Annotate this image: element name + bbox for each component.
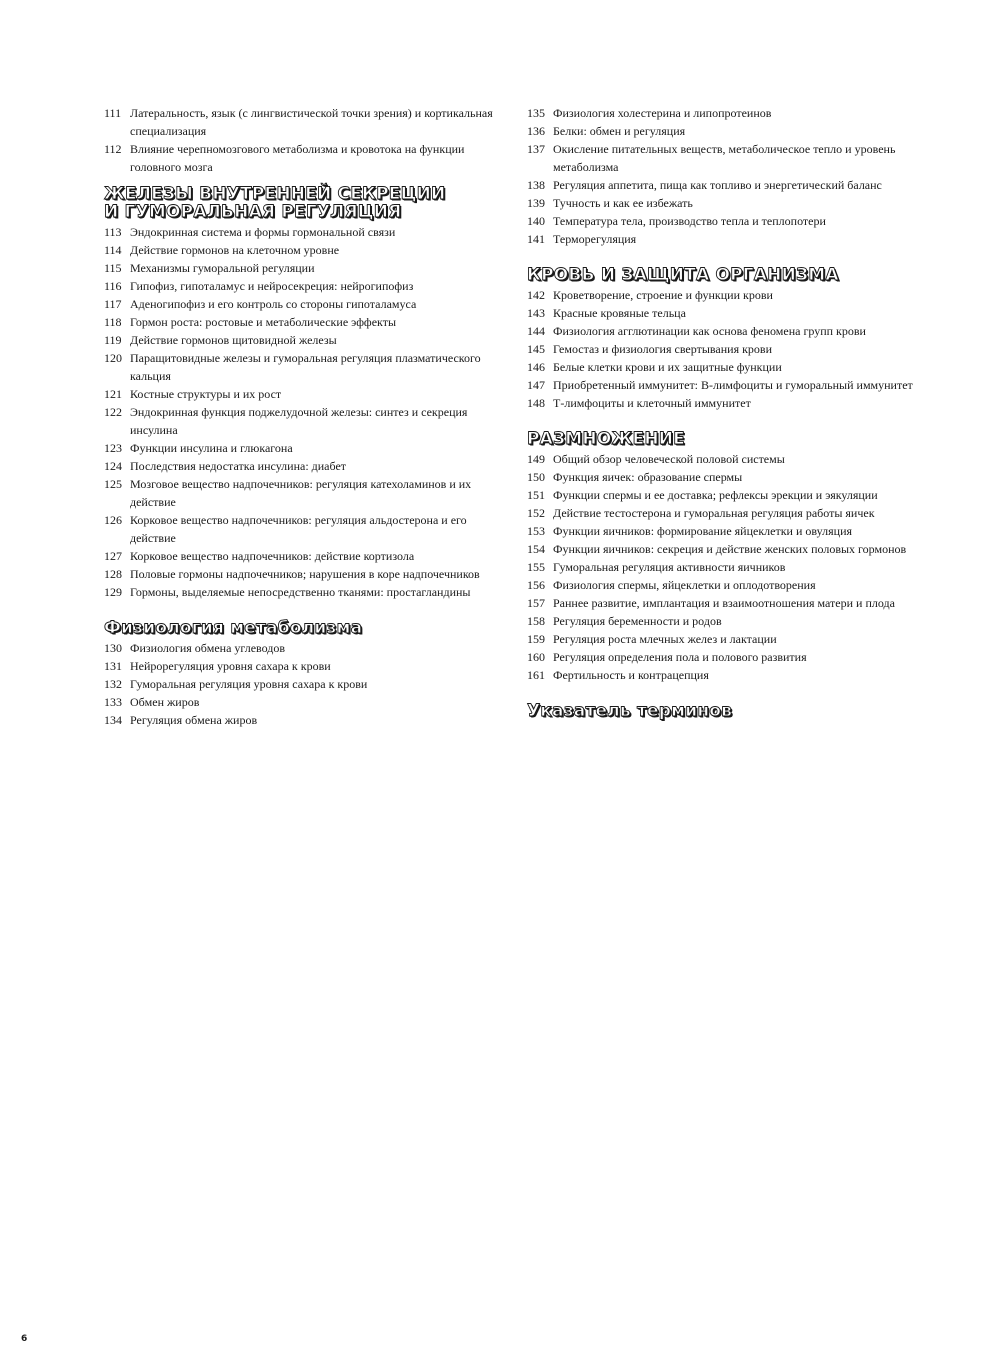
toc-entry[interactable] (104, 349, 509, 385)
toc-entry-title: Паращитовидные железы и гуморальная регуляция плазматического кальция (130, 351, 481, 383)
toc-entry[interactable] (104, 475, 509, 511)
toc-entry-title: Эндокринная функция поджелудочной железы: синтез и секреция инсулина (130, 405, 468, 437)
toc-entry-number: 141 (527, 232, 545, 246)
toc-entry-number: 115 (104, 261, 122, 275)
toc-entry-title: Гормон роста: ростовые и метаболические эффекты (130, 315, 397, 329)
toc-entry[interactable] (104, 313, 509, 331)
toc-list (527, 450, 927, 684)
toc-entry-number: 157 (527, 596, 545, 610)
toc-entry-number: 129 (104, 585, 122, 599)
toc-entry-number: 138 (527, 178, 545, 192)
toc-entry[interactable] (104, 259, 509, 277)
toc-entry-number: 122 (104, 405, 122, 419)
toc-entry-title: Приобретенный иммунитет: В-лимфоциты и гуморальный иммунитет (553, 378, 913, 392)
toc-entry[interactable] (104, 547, 509, 565)
toc-entry-number: 142 (527, 288, 545, 302)
toc-entry-number: 128 (104, 567, 122, 581)
toc-entry[interactable] (104, 657, 509, 675)
toc-entry-title: Регуляция беременности и родов (553, 614, 722, 628)
toc-entry-number: 118 (104, 315, 122, 329)
toc-entry-title: Регуляция определения пола и полового развития (553, 650, 807, 664)
toc-entry[interactable] (527, 648, 927, 666)
toc-entry-title: Действие гормонов на клеточном уровне (130, 243, 340, 257)
toc-entry[interactable] (104, 711, 509, 729)
toc-entry[interactable] (527, 612, 927, 630)
toc-entry-number: 127 (104, 549, 122, 563)
toc-entry[interactable] (527, 376, 927, 394)
toc-entry-number: 130 (104, 641, 122, 655)
toc-entry[interactable] (527, 322, 927, 340)
toc-entry-title: Тучность и как ее избежать (553, 196, 693, 210)
toc-entry-title: Терморегуляция (553, 232, 637, 246)
page-number: 6 (21, 1334, 28, 1344)
toc-entry-title: Функции спермы и ее доставка; рефлексы эрекции и эякуляции (553, 488, 878, 502)
toc-entry-number: 140 (527, 214, 545, 228)
toc-entry-number: 124 (104, 459, 122, 473)
toc-entry-number: 132 (104, 677, 122, 691)
section-heading-index[interactable]: Указатель терминов (527, 701, 733, 721)
toc-entry-title: Половые гормоны надпочечников; нарушения в коре надпочечников (130, 567, 480, 581)
toc-entry-title: Эндокринная система и формы гормональной связи (130, 225, 396, 239)
toc-entry-number: 139 (527, 196, 545, 210)
toc-entry[interactable] (104, 675, 509, 693)
toc-entry-number: 144 (527, 324, 545, 338)
toc-entry-title: Раннее развитие, имплантация и взаимоотношения матери и плода (553, 596, 895, 610)
toc-entry-title: Белки: обмен и регуляция (553, 124, 686, 138)
toc-entry-number: 114 (104, 243, 122, 257)
toc-entry[interactable] (527, 304, 927, 322)
toc-entry[interactable] (527, 576, 927, 594)
toc-entry-number: 145 (527, 342, 545, 356)
toc-entry-number: 148 (527, 396, 545, 410)
toc-entry[interactable] (527, 468, 927, 486)
toc-entry[interactable] (527, 504, 927, 522)
toc-entry-number: 160 (527, 650, 545, 664)
toc-entry-title: Функции инсулина и глюкагона (130, 441, 293, 455)
toc-entry[interactable] (104, 223, 509, 241)
toc-entry[interactable] (104, 295, 509, 313)
toc-entry-title: Гипофиз, гипоталамус и нейросекреция: нейрогипофиз (130, 279, 414, 293)
toc-entry-number: 143 (527, 306, 545, 320)
section-heading-endocrine[interactable] (104, 185, 509, 221)
toc-entry[interactable] (527, 140, 927, 176)
toc-entry[interactable] (527, 194, 927, 212)
toc-entry[interactable] (527, 630, 927, 648)
toc-entry[interactable] (104, 565, 509, 583)
toc-entry-title: Общий обзор человеческой половой системы (553, 452, 785, 466)
toc-entry[interactable] (527, 522, 927, 540)
toc-entry[interactable] (527, 104, 927, 122)
toc-entry-number: 153 (527, 524, 545, 538)
toc-entry[interactable] (104, 639, 509, 657)
toc-entry[interactable] (104, 385, 509, 403)
toc-entry-number: 112 (104, 142, 122, 156)
section-heading-blood[interactable]: КРОВЬ И ЗАЩИТА ОРГАНИЗМА (527, 265, 839, 285)
toc-entry[interactable] (527, 558, 927, 576)
toc-entry-number: 113 (104, 225, 122, 239)
toc-entry[interactable] (527, 176, 927, 194)
toc-entry-number: 146 (527, 360, 545, 374)
toc-entry-number: 116 (104, 279, 122, 293)
toc-entry-title: Аденогипофиз и его контроль со стороны гипоталамуса (130, 297, 417, 311)
toc-entry-number: 156 (527, 578, 545, 592)
toc-entry[interactable] (104, 457, 509, 475)
toc-entry[interactable] (104, 140, 509, 176)
toc-entry-title: Белые клетки крови и их защитные функции (553, 360, 782, 374)
toc-entry[interactable] (527, 594, 927, 612)
toc-entry-title: Гуморальная регуляция уровня сахара к крови (130, 677, 368, 691)
toc-entry-number: 134 (104, 713, 122, 727)
toc-entry-number: 161 (527, 668, 545, 682)
toc-entry-title: Корковое вещество надпочечников: действие кортизола (130, 549, 415, 563)
toc-entry[interactable] (104, 241, 509, 259)
toc-entry-number: 120 (104, 351, 122, 365)
toc-entry-number: 111 (104, 106, 122, 120)
toc-entry-title: Корковое вещество надпочечников: регуляция альдостерона и его действие (130, 513, 467, 545)
toc-left-column (104, 104, 509, 729)
toc-entry-title: Функции яичников: формирование яйцеклетки и овуляция (553, 524, 853, 538)
toc-entry[interactable] (527, 122, 927, 140)
toc-right-column (527, 104, 927, 722)
section-heading-reproduction[interactable]: РАЗМНОЖЕНИЕ (527, 429, 685, 449)
toc-entry[interactable] (104, 403, 509, 439)
section-heading-metabolism[interactable]: Физиология метаболизма (104, 618, 363, 638)
toc-entry[interactable] (104, 331, 509, 349)
toc-entry-title: Влияние черепномозгового метаболизма и кровотока на функции головного мозга (130, 142, 465, 174)
toc-entry[interactable] (527, 450, 927, 468)
toc-entry[interactable] (527, 358, 927, 376)
section-heading-line: И ГУМОРАЛЬНАЯ РЕГУЛЯЦИЯ (104, 202, 402, 222)
toc-entry-title: Костные структуры и их рост (130, 387, 282, 401)
toc-entry-number: 159 (527, 632, 545, 646)
toc-entry-number: 152 (527, 506, 545, 520)
toc-entry-number: 155 (527, 560, 545, 574)
toc-entry[interactable] (527, 212, 927, 230)
toc-entry[interactable] (104, 277, 509, 295)
toc-entry-title: Механизмы гуморальной регуляции (130, 261, 315, 275)
toc-entry[interactable] (527, 394, 927, 412)
toc-entry-title: Регуляция обмена жиров (130, 713, 258, 727)
toc-entry-number: 119 (104, 333, 122, 347)
toc-entry[interactable] (104, 104, 509, 140)
toc-entry-number: 149 (527, 452, 545, 466)
toc-entry[interactable] (527, 286, 927, 304)
toc-list (527, 104, 927, 248)
toc-entry-title: Гемостаз и физиология свертывания крови (553, 342, 773, 356)
toc-entry-title: Действие тестостерона и гуморальная регуляция работы яичек (553, 506, 875, 520)
toc-entry[interactable] (104, 693, 509, 711)
toc-entry-title: Мозговое вещество надпочечников: регуляция катехоламинов и их действие (130, 477, 472, 509)
toc-entry-title: Фертильность и контрацепция (553, 668, 709, 682)
toc-entry-number: 137 (527, 142, 545, 156)
toc-entry[interactable] (104, 439, 509, 457)
toc-entry[interactable] (104, 511, 509, 547)
toc-entry-title: Функции яичников: секреция и действие женских половых гормонов (553, 542, 907, 556)
toc-entry-title: Латеральность, язык (с лингвистической точки зрения) и кортикальная специализация (130, 106, 493, 138)
toc-entry-number: 151 (527, 488, 545, 502)
toc-entry-title: Нейрорегуляция уровня сахара к крови (130, 659, 331, 673)
toc-entry-title: Кроветворение, строение и функции крови (553, 288, 773, 302)
toc-entry-title: Регуляция роста млечных желез и лактации (553, 632, 777, 646)
toc-entry-number: 154 (527, 542, 545, 556)
toc-entry-number: 150 (527, 470, 545, 484)
toc-list (104, 639, 509, 729)
toc-entry[interactable] (527, 486, 927, 504)
toc-entry-number: 123 (104, 441, 122, 455)
toc-entry-title: Физиология холестерина и липопротеинов (553, 106, 772, 120)
toc-entry-number: 158 (527, 614, 545, 628)
toc-entry-title: Гормоны, выделяемые непосредственно тканями: простагландины (130, 585, 471, 599)
section-heading-line: ЖЕЛЕЗЫ ВНУТРЕННЕЙ СЕКРЕЦИИ (104, 184, 446, 204)
toc-entry[interactable] (527, 340, 927, 358)
toc-entry[interactable] (104, 583, 509, 601)
toc-entry-title: Гуморальная регуляция активности яичников (553, 560, 786, 574)
toc-entry-title: Физиология агглютинации как основа феномена групп крови (553, 324, 866, 338)
toc-entry-number: 126 (104, 513, 122, 527)
toc-entry-title: Красные кровяные тельца (553, 306, 686, 320)
toc-entry-title: Физиология обмена углеводов (130, 641, 286, 655)
toc-entry-number: 131 (104, 659, 122, 673)
toc-entry-number: 117 (104, 297, 122, 311)
toc-entry-number: 121 (104, 387, 122, 401)
toc-entry-title: Температура тела, производство тепла и теплопотери (553, 214, 826, 228)
toc-entry[interactable] (527, 666, 927, 684)
toc-entry-title: Регуляция аппетита, пища как топливо и энергетический баланс (553, 178, 882, 192)
toc-entry[interactable] (527, 540, 927, 558)
toc-list (104, 104, 509, 176)
toc-entry-title: Физиология спермы, яйцеклетки и оплодотворения (553, 578, 816, 592)
toc-entry-title: Последствия недостатка инсулина: диабет (130, 459, 347, 473)
toc-entry-number: 133 (104, 695, 122, 709)
toc-entry-title: Окисление питательных веществ, метаболическое тепло и уровень метаболизма (553, 142, 896, 174)
toc-entry-number: 136 (527, 124, 545, 138)
toc-entry-number: 147 (527, 378, 545, 392)
toc-entry-number: 125 (104, 477, 122, 491)
toc-entry-number: 135 (527, 106, 545, 120)
toc-list (104, 223, 509, 601)
toc-entry-title: Функция яичек: образование спермы (553, 470, 743, 484)
toc-list (527, 286, 927, 412)
toc-entry[interactable] (527, 230, 927, 248)
toc-entry-title: Обмен жиров (130, 695, 200, 709)
toc-entry-title: Т-лимфоциты и клеточный иммунитет (553, 396, 751, 410)
toc-entry-title: Действие гормонов щитовидной железы (130, 333, 337, 347)
